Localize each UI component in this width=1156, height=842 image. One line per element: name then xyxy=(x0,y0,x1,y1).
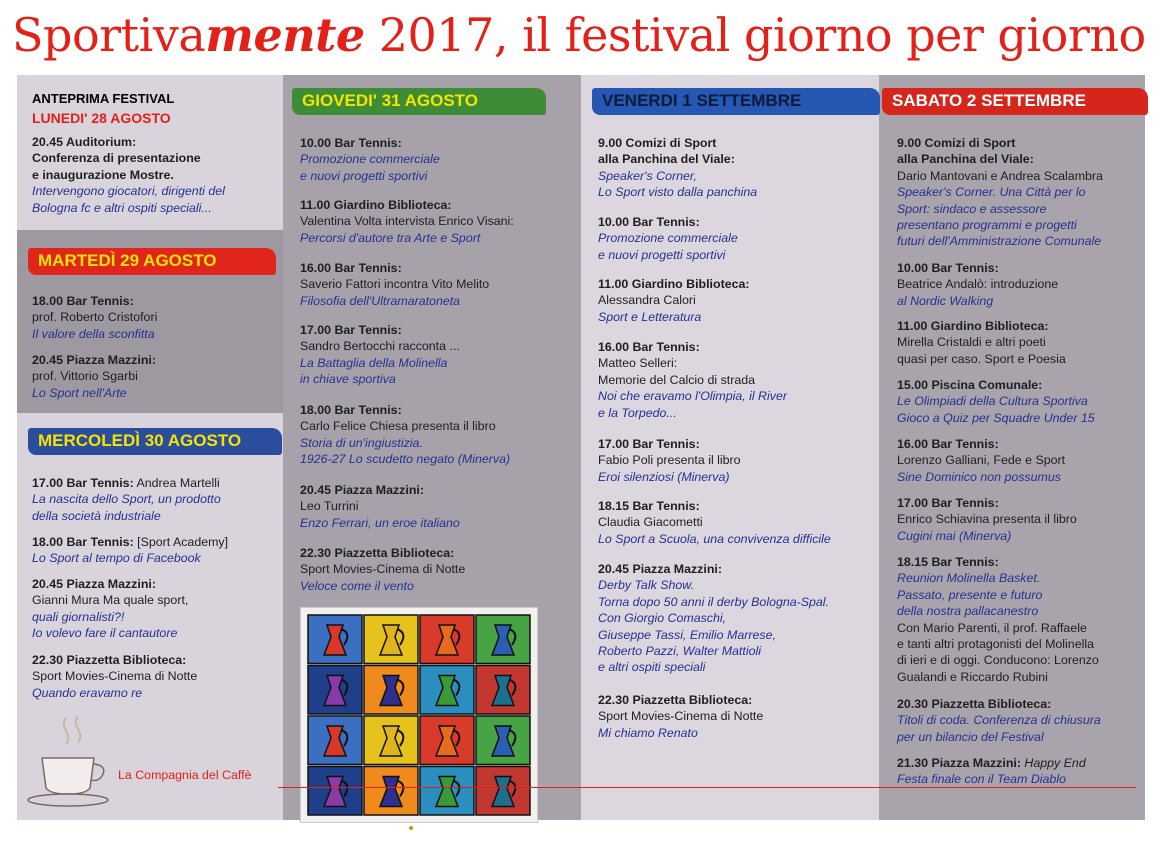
event-line: Sport Movies-Cinema di Notte xyxy=(300,562,466,577)
event-heading: 18.00 Bar Tennis: xyxy=(32,294,134,308)
anteprima-date: LUNEDI' 28 AGOSTO xyxy=(32,110,171,126)
event-line: Noi che eravamo l'Olimpia, il River xyxy=(598,389,787,404)
event-heading: 9.00 Comizi di Sport xyxy=(598,136,717,150)
event-line: Con Giorgio Comaschi, xyxy=(598,611,727,626)
venerdi-event xyxy=(598,436,741,485)
banner-venerdi: VENERDI 1 SETTEMBRE xyxy=(592,88,880,115)
sabato-event xyxy=(897,135,1103,250)
event-line: quasi per caso. Sport e Poesia xyxy=(897,351,1066,366)
event-heading-extra: [Sport Academy] xyxy=(133,535,229,549)
sabato-event xyxy=(897,436,1065,485)
event-line: Filosofia dell'Ultramaratoneta xyxy=(300,293,461,308)
sabato-event xyxy=(897,377,1095,426)
event-line: Sine Dominico non possumus xyxy=(897,469,1061,484)
giovedi-event xyxy=(300,322,460,388)
giovedi-event xyxy=(300,135,440,184)
event-line: Quando eravamo re xyxy=(32,685,143,700)
event-line: Conferenza di presentazione xyxy=(32,151,201,166)
event-line: Speaker's Corner. Una Città per lo xyxy=(897,185,1086,200)
event-line: Percorsi d'autore tra Arte e Sport xyxy=(300,230,481,245)
giovedi-event xyxy=(300,482,460,531)
venerdi-event xyxy=(598,214,738,263)
anteprima-title: ANTEPRIMA FESTIVAL xyxy=(32,91,175,106)
event-heading: 11.00 Giardino Biblioteca: xyxy=(598,277,750,291)
venerdi-event xyxy=(598,561,829,676)
event-heading: 20.30 Piazzetta Biblioteca: xyxy=(897,697,1052,711)
venerdi-event xyxy=(598,276,750,325)
event-heading: 20.45 Piazza Mazzini: xyxy=(598,562,722,576)
event-line: e inaugurazione Mostre. xyxy=(32,167,174,182)
speck-mark xyxy=(409,826,413,830)
event-line: Gianni Mura Ma quale sport, xyxy=(32,593,189,608)
event-heading: 16.00 Bar Tennis: xyxy=(598,340,700,354)
event-line: Passato, presente e futuro xyxy=(897,587,1043,602)
event-line: e nuovi progetti sportivi xyxy=(598,247,726,262)
event-line: Alessandra Calori xyxy=(598,293,696,308)
mercoledi-event xyxy=(32,652,197,701)
event-line: futuri dell'Amministrazione Comunale xyxy=(897,234,1102,249)
event-line: Sandro Bertocchi racconta ... xyxy=(300,339,460,354)
event-line: Enrico Schiavina presenta il libro xyxy=(897,512,1077,527)
event-line: Le Olimpiadi della Cultura Sportiva xyxy=(897,394,1088,409)
event-line: prof. Vittorio Sgarbi xyxy=(32,369,138,384)
martedi-event xyxy=(32,352,156,401)
event-heading: 10.00 Bar Tennis: xyxy=(598,215,700,229)
event-line: Beatrice Andalò: introduzione xyxy=(897,277,1059,292)
venerdi-event xyxy=(598,339,787,421)
giovedi-event xyxy=(300,260,489,309)
mercoledi-event xyxy=(32,576,188,642)
event-heading: 17.00 Bar Tennis: xyxy=(598,437,700,451)
coffee-cup-icon xyxy=(24,714,114,809)
event-heading: 20.45 Piazza Mazzini: xyxy=(300,483,424,497)
event-line: Dario Mantovani e Andrea Scalambra xyxy=(897,168,1103,183)
moka-artwork xyxy=(300,607,538,823)
event-line: La nascita dello Sport, un prodotto xyxy=(32,492,221,507)
event-line: Derby Talk Show. xyxy=(598,578,694,593)
event-line: Sport e Letteratura xyxy=(598,309,702,324)
event-line: Speaker's Corner, xyxy=(598,168,697,183)
event-line: Mi chiamo Renato xyxy=(598,725,698,740)
event-line: Veloce come il vento xyxy=(300,578,414,593)
event-heading: 20.45 Piazza Mazzini: xyxy=(32,577,156,591)
event-line: Matteo Selleri: xyxy=(598,356,678,371)
event-heading: 11.00 Giardino Biblioteca: xyxy=(300,198,452,212)
event-line: Intervengono giocatori, dirigenti del xyxy=(32,184,225,199)
event-heading: 15.00 Piscina Comunale: xyxy=(897,378,1043,392)
sabato-event xyxy=(897,495,1077,544)
event-line: al Nordic Walking xyxy=(897,293,994,308)
event-line: Il valore della sconfitta xyxy=(32,326,155,341)
event-line: della nostra pallacanestro xyxy=(897,604,1039,619)
event-line: Enzo Ferrari, un eroe italiano xyxy=(300,515,460,530)
event-line: presentano programmi e progetti xyxy=(897,218,1077,233)
event-line: e tanti altri protagonisti del Molinella xyxy=(897,637,1094,652)
footer-red-line xyxy=(278,787,1136,788)
event-line: Lo Sport nell'Arte xyxy=(32,385,127,400)
event-line: Giuseppe Tassi, Emilio Marrese, xyxy=(598,627,776,642)
footer-company: La Compagnia del Caffè xyxy=(118,768,252,782)
event-heading: 16.00 Bar Tennis: xyxy=(300,261,402,275)
event-line: e la Torpedo... xyxy=(598,405,677,420)
event-line: Reunion Molinella Basket. xyxy=(897,571,1041,586)
venerdi-event xyxy=(598,135,757,201)
event-line: Promozione commerciale xyxy=(300,152,440,167)
sabato-event xyxy=(897,260,1058,309)
event-line: 1926-27 Lo scudetto negato (Minerva) xyxy=(300,452,511,467)
event-heading: 20.45 Auditorium: xyxy=(32,135,137,149)
martedi-event xyxy=(32,293,157,342)
event-line: Cugini mai (Minerva) xyxy=(897,528,1012,543)
event-line: Memorie del Calcio di strada xyxy=(598,372,756,387)
sabato-event xyxy=(897,755,1086,788)
event-line: Sport Movies-Cinema di Notte xyxy=(598,709,764,724)
sabato-event xyxy=(897,554,1099,685)
event-line: e altri ospiti speciali xyxy=(598,660,706,675)
event-line: Sport: sindaco e assessore xyxy=(897,201,1047,216)
event-heading: 17.00 Bar Tennis: xyxy=(897,496,999,510)
event-heading: 18.15 Bar Tennis: xyxy=(598,499,700,513)
event-line: La Battaglia della Molinella xyxy=(300,355,448,370)
event-heading: 17.00 Bar Tennis: xyxy=(300,323,402,337)
event-line: Saverio Fattori incontra Vito Melito xyxy=(300,277,490,292)
event-line: per un bilancio del Festival xyxy=(897,729,1044,744)
event-line: di ieri e di oggi. Conducono: Lorenzo xyxy=(897,653,1099,668)
event-heading: 16.00 Bar Tennis: xyxy=(897,437,999,451)
event-line: alla Panchina del Viale: xyxy=(897,152,1034,167)
event-line: della società industriale xyxy=(32,508,161,523)
giovedi-event xyxy=(300,402,510,468)
event-line: Io volevo fare il cantautore xyxy=(32,626,178,641)
event-line: Claudia Giacometti xyxy=(598,515,703,530)
moka-pots-grid xyxy=(307,614,531,816)
event-line: Torna dopo 50 anni il derby Bologna-Spal. xyxy=(598,594,829,609)
event-line: in chiave sportiva xyxy=(300,372,396,387)
event-line: Valentina Volta intervista Enrico Visani: xyxy=(300,214,514,229)
event-heading: 18.15 Bar Tennis: xyxy=(897,555,999,569)
mercoledi-event xyxy=(32,475,221,524)
event-line: Storia di un'ingiustizia. xyxy=(300,435,423,450)
event-line: Gioco a Quiz per Squadre Under 15 xyxy=(897,410,1095,425)
event-line: Gualandi e Riccardo Rubini xyxy=(897,669,1048,684)
event-line: Carlo Felice Chiesa presenta il libro xyxy=(300,419,496,434)
page-title: Sportivamente 2017, il festival giorno per giorno xyxy=(12,8,1146,62)
event-heading: 17.00 Bar Tennis: Andrea Martelli xyxy=(32,476,220,490)
event-heading: 9.00 Comizi di Sport xyxy=(897,136,1016,150)
event-line: Titoli di coda. Conferenza di chiusura xyxy=(897,713,1101,728)
event-heading: 10.00 Bar Tennis: xyxy=(300,136,402,150)
event-line: Lorenzo Galliani, Fede e Sport xyxy=(897,453,1066,468)
event-line: Lo Sport al tempo di Facebook xyxy=(32,551,201,566)
event-line: Leo Turrini xyxy=(300,499,359,514)
banner-giovedi: GIOVEDI' 31 AGOSTO xyxy=(292,88,546,115)
event-line: Bologna fc e altri ospiti speciali... xyxy=(32,200,212,215)
event-line: Lo Sport a Scuola, una convivenza difficile xyxy=(598,531,831,546)
banner-martedi: MARTEDÌ 29 AGOSTO xyxy=(28,248,276,275)
giovedi-event xyxy=(300,197,514,246)
event-heading: 20.45 Piazza Mazzini: xyxy=(32,353,156,367)
event-heading: 22.30 Piazzetta Biblioteca: xyxy=(32,653,187,667)
giovedi-event xyxy=(300,545,465,594)
event-line: Lo Sport visto dalla panchina xyxy=(598,185,758,200)
event-line: Eroi silenziosi (Minerva) xyxy=(598,469,730,484)
sabato-event xyxy=(897,696,1101,745)
event-line: prof. Roberto Cristofori xyxy=(32,310,158,325)
event-line: Festa finale con il Team Diablo xyxy=(897,772,1066,787)
event-line: Promozione commerciale xyxy=(598,231,738,246)
mercoledi-event xyxy=(32,534,228,567)
event-heading: 22.30 Piazzetta Biblioteca: xyxy=(598,693,753,707)
event-heading-extra: Happy End xyxy=(1020,756,1086,770)
event-heading-extra: Andrea Martelli xyxy=(133,476,220,490)
banner-sabato: SABATO 2 SETTEMBRE xyxy=(882,88,1148,115)
event-heading: 21.30 Piazza Mazzini: Happy End xyxy=(897,756,1086,770)
banner-mercoledi: MERCOLEDÌ 30 AGOSTO xyxy=(28,428,282,455)
venerdi-event xyxy=(598,692,763,741)
anteprima-event xyxy=(32,134,225,216)
event-line: Fabio Poli presenta il libro xyxy=(598,453,741,468)
event-line: Con Mario Parenti, il prof. Raffaele xyxy=(897,620,1087,635)
event-line: Roberto Pazzi, Walter Mattioli xyxy=(598,644,761,659)
event-line: alla Panchina del Viale: xyxy=(598,152,735,167)
event-heading: 11.00 Giardino Biblioteca: xyxy=(897,319,1049,333)
venerdi-event xyxy=(598,498,831,547)
sabato-event xyxy=(897,318,1066,367)
event-heading: 22.30 Piazzetta Biblioteca: xyxy=(300,546,455,560)
event-heading: 18.00 Bar Tennis: xyxy=(300,403,402,417)
event-heading: 10.00 Bar Tennis: xyxy=(897,261,999,275)
event-line: Sport Movies-Cinema di Notte xyxy=(32,669,198,684)
event-line: quali giornalisti?! xyxy=(32,609,125,624)
event-line: Mirella Cristaldi e altri poeti xyxy=(897,335,1046,350)
event-line: e nuovi progetti sportivi xyxy=(300,168,428,183)
event-heading: 18.00 Bar Tennis: [Sport Academy] xyxy=(32,535,229,549)
